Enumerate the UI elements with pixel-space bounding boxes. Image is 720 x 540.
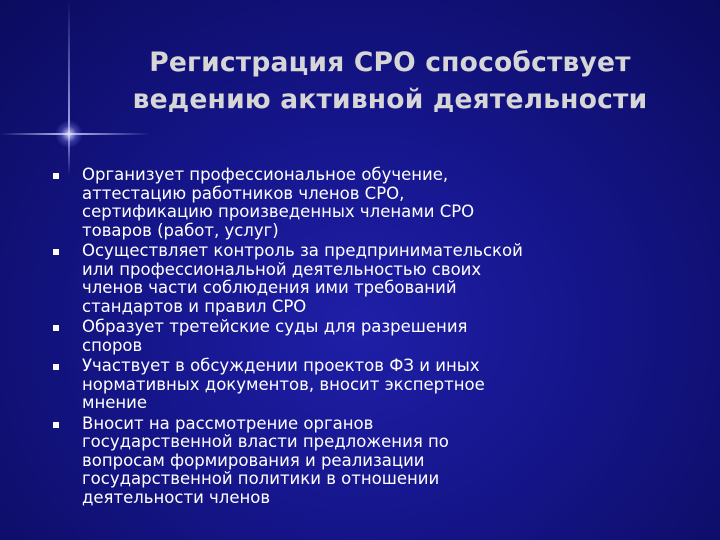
bullet-list bbox=[52, 166, 692, 509]
bullet-text-line: вопросам формирования и реализации bbox=[82, 450, 425, 470]
bullet-item bbox=[52, 318, 692, 355]
bullet-text-line: Образует третейские суды для разрешения bbox=[82, 317, 468, 336]
bullet-text-line: государственной власти предложения по bbox=[82, 432, 449, 451]
bullet-text-line: государственной политики в отношении bbox=[82, 469, 440, 488]
square-bullet-icon bbox=[53, 422, 59, 428]
square-bullet-icon bbox=[53, 173, 59, 179]
square-bullet-icon bbox=[53, 249, 59, 255]
bullet-text-line: Организует профессиональное обучение, bbox=[82, 165, 449, 184]
slide-title bbox=[80, 44, 700, 118]
light-flare-vertical-icon bbox=[68, 0, 70, 175]
light-flare-icon bbox=[55, 120, 83, 148]
slide-title-line: Регистрация СРО способствует bbox=[149, 47, 631, 78]
bullet-item bbox=[52, 242, 692, 316]
bullet-text-line: аттестацию работников членов СРО, bbox=[82, 183, 405, 203]
bullet-text-line: сертификацию произведенных членами СРО bbox=[82, 202, 475, 221]
square-bullet-icon bbox=[53, 364, 59, 370]
bullet-text-line: мнение bbox=[82, 393, 148, 412]
bullet-text-line: споров bbox=[82, 335, 143, 355]
bullet-text-line: Осуществляет контроль за предпринимательской bbox=[82, 241, 523, 260]
bullet-text-line: стандартов и правил СРО bbox=[82, 296, 307, 316]
bullet-text-line: Участвует в обсуждении проектов ФЗ и иных bbox=[82, 356, 480, 375]
bullet-item bbox=[52, 415, 692, 508]
bullet-item bbox=[52, 166, 692, 240]
bullet-text-line: Вносит на рассмотрение органов bbox=[82, 413, 374, 433]
bullet-text-line: нормативных документов, вносит экспертное bbox=[82, 374, 485, 394]
bullet-text-line: деятельности членов bbox=[82, 487, 271, 507]
bullet-text-line: или профессиональной деятельностью своих bbox=[82, 259, 482, 279]
bullet-text-line: членов части соблюдения ими требований bbox=[82, 278, 457, 297]
bullet-item bbox=[52, 357, 692, 413]
square-bullet-icon bbox=[53, 325, 59, 331]
slide-title-line: ведению активной деятельности bbox=[132, 84, 648, 115]
bullet-text-line: товаров (работ, услуг) bbox=[82, 220, 279, 240]
